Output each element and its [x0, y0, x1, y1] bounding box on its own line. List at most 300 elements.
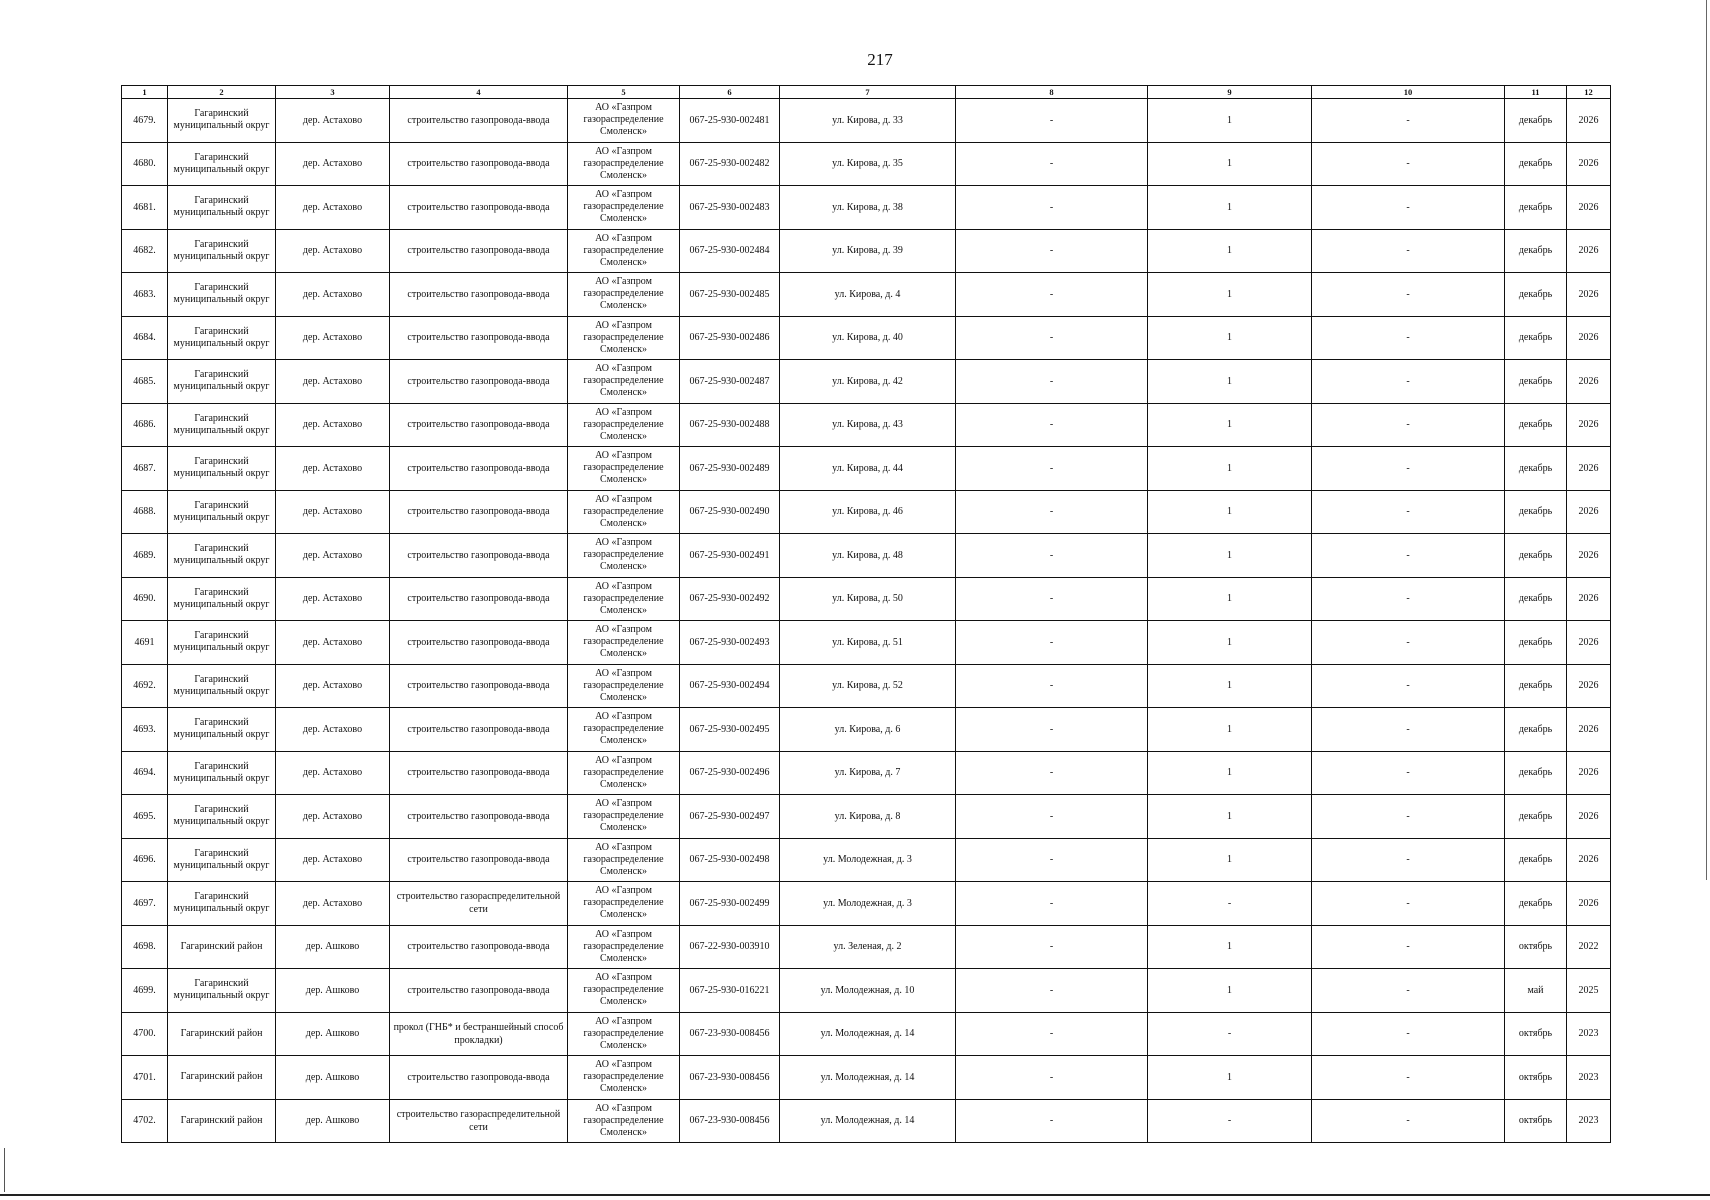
column-9-cell: 1: [1148, 447, 1312, 491]
settlement-cell: дер. Астахово: [276, 882, 390, 926]
table-row: [122, 795, 1611, 839]
column-8-cell: -: [956, 925, 1148, 969]
owner-cell: АО «Газпром газораспределение Смоленск»: [568, 577, 680, 621]
column-9-cell: 1: [1148, 534, 1312, 578]
column-8-cell: -: [956, 708, 1148, 752]
district-cell: Гагаринский муниципальный округ: [168, 751, 276, 795]
address-cell: ул. Кирова, д. 4: [780, 273, 956, 317]
year-cell: 2026: [1567, 99, 1611, 143]
district-cell: Гагаринский район: [168, 1012, 276, 1056]
owner-cell: АО «Газпром газораспределение Смоленск»: [568, 186, 680, 230]
owner-cell: АО «Газпром газораспределение Смоленск»: [568, 1099, 680, 1143]
owner-cell: АО «Газпром газораспределение Смоленск»: [568, 838, 680, 882]
address-cell: ул. Кирова, д. 33: [780, 99, 956, 143]
table-row: [122, 490, 1611, 534]
column-10-cell: -: [1312, 403, 1505, 447]
owner-cell: АО «Газпром газораспределение Смоленск»: [568, 447, 680, 491]
work-type-cell: строительство газопровода-ввода: [390, 708, 568, 752]
settlement-cell: дер. Астахово: [276, 273, 390, 317]
registry-code-cell: 067-25-930-002489: [680, 447, 780, 491]
address-cell: ул. Кирова, д. 48: [780, 534, 956, 578]
month-cell: октябрь: [1505, 1012, 1567, 1056]
bottom-rule: [0, 1194, 1710, 1196]
row-number: 4696.: [122, 838, 168, 882]
address-cell: ул. Кирова, д. 46: [780, 490, 956, 534]
settlement-cell: дер. Астахово: [276, 490, 390, 534]
column-9-cell: 1: [1148, 316, 1312, 360]
column-9-cell: 1: [1148, 969, 1312, 1013]
table-row: [122, 186, 1611, 230]
work-type-cell: строительство газопровода-ввода: [390, 403, 568, 447]
address-cell: ул. Кирова, д. 38: [780, 186, 956, 230]
column-10-cell: -: [1312, 1012, 1505, 1056]
column-number-8: 8: [956, 86, 1148, 99]
year-cell: 2026: [1567, 621, 1611, 665]
column-9-cell: -: [1148, 1099, 1312, 1143]
settlement-cell: дер. Астахово: [276, 186, 390, 230]
address-cell: ул. Кирова, д. 7: [780, 751, 956, 795]
table-row: [122, 838, 1611, 882]
month-cell: декабрь: [1505, 403, 1567, 447]
column-number-11: 11: [1505, 86, 1567, 99]
month-cell: май: [1505, 969, 1567, 1013]
row-number: 4687.: [122, 447, 168, 491]
district-cell: Гагаринский муниципальный округ: [168, 708, 276, 752]
address-cell: ул. Кирова, д. 51: [780, 621, 956, 665]
owner-cell: АО «Газпром газораспределение Смоленск»: [568, 490, 680, 534]
work-type-cell: строительство газопровода-ввода: [390, 621, 568, 665]
table-row: [122, 447, 1611, 491]
column-10-cell: -: [1312, 751, 1505, 795]
registry-code-cell: 067-25-930-002488: [680, 403, 780, 447]
year-cell: 2023: [1567, 1099, 1611, 1143]
address-cell: ул. Кирова, д. 44: [780, 447, 956, 491]
row-number: 4680.: [122, 142, 168, 186]
address-cell: ул. Кирова, д. 50: [780, 577, 956, 621]
row-number: 4695.: [122, 795, 168, 839]
work-type-cell: строительство газопровода-ввода: [390, 490, 568, 534]
year-cell: 2026: [1567, 751, 1611, 795]
registry-code-cell: 067-25-930-002485: [680, 273, 780, 317]
settlement-cell: дер. Астахово: [276, 751, 390, 795]
column-9-cell: 1: [1148, 708, 1312, 752]
registry-code-cell: 067-25-930-002487: [680, 360, 780, 404]
column-8-cell: -: [956, 186, 1148, 230]
registry-code-cell: 067-25-930-002493: [680, 621, 780, 665]
settlement-cell: дер. Астахово: [276, 577, 390, 621]
work-type-cell: строительство газопровода-ввода: [390, 273, 568, 317]
month-cell: декабрь: [1505, 577, 1567, 621]
column-9-cell: 1: [1148, 403, 1312, 447]
column-8-cell: -: [956, 490, 1148, 534]
column-8-cell: -: [956, 534, 1148, 578]
settlement-cell: дер. Астахово: [276, 621, 390, 665]
month-cell: декабрь: [1505, 534, 1567, 578]
row-number: 4679.: [122, 99, 168, 143]
year-cell: 2023: [1567, 1012, 1611, 1056]
column-9-cell: 1: [1148, 186, 1312, 230]
registry-code-cell: 067-25-930-002491: [680, 534, 780, 578]
month-cell: декабрь: [1505, 708, 1567, 752]
settlement-cell: дер. Ашково: [276, 1012, 390, 1056]
column-9-cell: 1: [1148, 360, 1312, 404]
column-8-cell: -: [956, 360, 1148, 404]
work-type-cell: строительство газопровода-ввода: [390, 229, 568, 273]
work-type-cell: прокол (ГНБ* и бестраншейный способ прокладки): [390, 1012, 568, 1056]
month-cell: декабрь: [1505, 316, 1567, 360]
column-10-cell: -: [1312, 316, 1505, 360]
registry-code-cell: 067-23-930-008456: [680, 1056, 780, 1100]
column-8-cell: -: [956, 838, 1148, 882]
registry-code-cell: 067-25-930-002490: [680, 490, 780, 534]
district-cell: Гагаринский муниципальный округ: [168, 664, 276, 708]
column-10-cell: -: [1312, 577, 1505, 621]
month-cell: декабрь: [1505, 360, 1567, 404]
settlement-cell: дер. Астахово: [276, 447, 390, 491]
owner-cell: АО «Газпром газораспределение Смоленск»: [568, 708, 680, 752]
table-row: [122, 882, 1611, 926]
district-cell: Гагаринский муниципальный округ: [168, 360, 276, 404]
owner-cell: АО «Газпром газораспределение Смоленск»: [568, 360, 680, 404]
work-type-cell: строительство газопровода-ввода: [390, 969, 568, 1013]
column-9-cell: 1: [1148, 229, 1312, 273]
registry-code-cell: 067-25-930-002492: [680, 577, 780, 621]
owner-cell: АО «Газпром газораспределение Смоленск»: [568, 751, 680, 795]
owner-cell: АО «Газпром газораспределение Смоленск»: [568, 534, 680, 578]
work-type-cell: строительство газопровода-ввода: [390, 795, 568, 839]
owner-cell: АО «Газпром газораспределение Смоленск»: [568, 142, 680, 186]
address-cell: ул. Кирова, д. 40: [780, 316, 956, 360]
month-cell: декабрь: [1505, 795, 1567, 839]
district-cell: Гагаринский муниципальный округ: [168, 795, 276, 839]
month-cell: декабрь: [1505, 142, 1567, 186]
year-cell: 2026: [1567, 708, 1611, 752]
work-type-cell: строительство газопровода-ввода: [390, 360, 568, 404]
column-8-cell: -: [956, 621, 1148, 665]
district-cell: Гагаринский район: [168, 1056, 276, 1100]
row-number: 4681.: [122, 186, 168, 230]
column-9-cell: 1: [1148, 490, 1312, 534]
column-10-cell: -: [1312, 882, 1505, 926]
registry-code-cell: 067-25-930-002498: [680, 838, 780, 882]
month-cell: декабрь: [1505, 186, 1567, 230]
column-9-cell: 1: [1148, 751, 1312, 795]
address-cell: ул. Кирова, д. 52: [780, 664, 956, 708]
district-cell: Гагаринский муниципальный округ: [168, 534, 276, 578]
column-9-cell: 1: [1148, 1056, 1312, 1100]
column-10-cell: -: [1312, 621, 1505, 665]
row-number: 4701.: [122, 1056, 168, 1100]
row-number: 4692.: [122, 664, 168, 708]
owner-cell: АО «Газпром газораспределение Смоленск»: [568, 316, 680, 360]
district-cell: Гагаринский муниципальный округ: [168, 577, 276, 621]
row-number: 4693.: [122, 708, 168, 752]
column-10-cell: -: [1312, 795, 1505, 839]
column-10-cell: -: [1312, 490, 1505, 534]
owner-cell: АО «Газпром газораспределение Смоленск»: [568, 882, 680, 926]
year-cell: 2026: [1567, 795, 1611, 839]
year-cell: 2025: [1567, 969, 1611, 1013]
district-cell: Гагаринский муниципальный округ: [168, 838, 276, 882]
year-cell: 2026: [1567, 186, 1611, 230]
district-cell: Гагаринский муниципальный округ: [168, 490, 276, 534]
year-cell: 2026: [1567, 273, 1611, 317]
column-number-12: 12: [1567, 86, 1611, 99]
column-10-cell: -: [1312, 99, 1505, 143]
table-row: [122, 403, 1611, 447]
row-number: 4700.: [122, 1012, 168, 1056]
column-8-cell: -: [956, 273, 1148, 317]
column-8-cell: -: [956, 751, 1148, 795]
district-cell: Гагаринский муниципальный округ: [168, 273, 276, 317]
column-number-9: 9: [1148, 86, 1312, 99]
register-table: [121, 85, 1611, 1143]
district-cell: Гагаринский муниципальный округ: [168, 621, 276, 665]
row-number: 4683.: [122, 273, 168, 317]
table-row: [122, 577, 1611, 621]
column-8-cell: -: [956, 1099, 1148, 1143]
table-row: [122, 229, 1611, 273]
address-cell: ул. Молодежная, д. 14: [780, 1099, 956, 1143]
settlement-cell: дер. Астахово: [276, 708, 390, 752]
year-cell: 2023: [1567, 1056, 1611, 1100]
settlement-cell: дер. Астахово: [276, 838, 390, 882]
work-type-cell: строительство газопровода-ввода: [390, 316, 568, 360]
district-cell: Гагаринский муниципальный округ: [168, 882, 276, 926]
month-cell: октябрь: [1505, 1099, 1567, 1143]
column-9-cell: 1: [1148, 273, 1312, 317]
work-type-cell: строительство газораспределительной сети: [390, 1099, 568, 1143]
column-9-cell: 1: [1148, 838, 1312, 882]
address-cell: ул. Молодежная, д. 3: [780, 838, 956, 882]
column-9-cell: 1: [1148, 142, 1312, 186]
district-cell: Гагаринский муниципальный округ: [168, 969, 276, 1013]
table-row: [122, 621, 1611, 665]
column-number-7: 7: [780, 86, 956, 99]
column-9-cell: 1: [1148, 621, 1312, 665]
column-9-cell: 1: [1148, 795, 1312, 839]
table-row: [122, 99, 1611, 143]
settlement-cell: дер. Астахово: [276, 99, 390, 143]
year-cell: 2026: [1567, 664, 1611, 708]
address-cell: ул. Молодежная, д. 14: [780, 1056, 956, 1100]
owner-cell: АО «Газпром газораспределение Смоленск»: [568, 99, 680, 143]
row-number: 4684.: [122, 316, 168, 360]
column-number-1: 1: [122, 86, 168, 99]
column-number-6: 6: [680, 86, 780, 99]
settlement-cell: дер. Ашково: [276, 925, 390, 969]
table-row: [122, 925, 1611, 969]
registry-code-cell: 067-25-930-002483: [680, 186, 780, 230]
column-9-cell: 1: [1148, 925, 1312, 969]
month-cell: декабрь: [1505, 273, 1567, 317]
table-row: [122, 664, 1611, 708]
column-9-cell: 1: [1148, 577, 1312, 621]
table-row: [122, 316, 1611, 360]
registry-code-cell: 067-25-930-002497: [680, 795, 780, 839]
row-number: 4694.: [122, 751, 168, 795]
row-number: 4685.: [122, 360, 168, 404]
district-cell: Гагаринский район: [168, 1099, 276, 1143]
owner-cell: АО «Газпром газораспределение Смоленск»: [568, 229, 680, 273]
month-cell: декабрь: [1505, 447, 1567, 491]
address-cell: ул. Молодежная, д. 14: [780, 1012, 956, 1056]
work-type-cell: строительство газопровода-ввода: [390, 925, 568, 969]
owner-cell: АО «Газпром газораспределение Смоленск»: [568, 403, 680, 447]
column-number-4: 4: [390, 86, 568, 99]
year-cell: 2026: [1567, 490, 1611, 534]
owner-cell: АО «Газпром газораспределение Смоленск»: [568, 969, 680, 1013]
column-8-cell: -: [956, 577, 1148, 621]
month-cell: декабрь: [1505, 99, 1567, 143]
month-cell: декабрь: [1505, 882, 1567, 926]
row-number: 4691: [122, 621, 168, 665]
scan-edge-line: [1706, 0, 1707, 880]
address-cell: ул. Кирова, д. 39: [780, 229, 956, 273]
district-cell: Гагаринский муниципальный округ: [168, 186, 276, 230]
work-type-cell: строительство газопровода-ввода: [390, 577, 568, 621]
month-cell: декабрь: [1505, 229, 1567, 273]
row-number: 4702.: [122, 1099, 168, 1143]
column-9-cell: -: [1148, 1012, 1312, 1056]
row-number: 4699.: [122, 969, 168, 1013]
column-8-cell: -: [956, 1012, 1148, 1056]
table-row: [122, 1099, 1611, 1143]
column-10-cell: -: [1312, 838, 1505, 882]
district-cell: Гагаринский муниципальный округ: [168, 99, 276, 143]
column-10-cell: -: [1312, 273, 1505, 317]
settlement-cell: дер. Ашково: [276, 1099, 390, 1143]
registry-code-cell: 067-22-930-003910: [680, 925, 780, 969]
owner-cell: АО «Газпром газораспределение Смоленск»: [568, 621, 680, 665]
year-cell: 2026: [1567, 447, 1611, 491]
address-cell: ул. Кирова, д. 8: [780, 795, 956, 839]
registry-code-cell: 067-25-930-002499: [680, 882, 780, 926]
column-number-5: 5: [568, 86, 680, 99]
district-cell: Гагаринский муниципальный округ: [168, 447, 276, 491]
registry-code-cell: 067-25-930-002496: [680, 751, 780, 795]
work-type-cell: строительство газопровода-ввода: [390, 664, 568, 708]
month-cell: декабрь: [1505, 838, 1567, 882]
column-number-10: 10: [1312, 86, 1505, 99]
owner-cell: АО «Газпром газораспределение Смоленск»: [568, 1056, 680, 1100]
settlement-cell: дер. Астахово: [276, 316, 390, 360]
year-cell: 2026: [1567, 882, 1611, 926]
address-cell: ул. Молодежная, д. 10: [780, 969, 956, 1013]
address-cell: ул. Кирова, д. 6: [780, 708, 956, 752]
month-cell: октябрь: [1505, 925, 1567, 969]
column-8-cell: -: [956, 664, 1148, 708]
column-9-cell: 1: [1148, 99, 1312, 143]
column-10-cell: -: [1312, 708, 1505, 752]
address-cell: ул. Кирова, д. 35: [780, 142, 956, 186]
column-8-cell: -: [956, 316, 1148, 360]
year-cell: 2026: [1567, 316, 1611, 360]
work-type-cell: строительство газопровода-ввода: [390, 447, 568, 491]
year-cell: 2026: [1567, 229, 1611, 273]
column-9-cell: 1: [1148, 664, 1312, 708]
district-cell: Гагаринский муниципальный округ: [168, 229, 276, 273]
owner-cell: АО «Газпром газораспределение Смоленск»: [568, 795, 680, 839]
column-10-cell: -: [1312, 534, 1505, 578]
settlement-cell: дер. Астахово: [276, 534, 390, 578]
settlement-cell: дер. Астахово: [276, 360, 390, 404]
registry-code-cell: 067-25-930-002495: [680, 708, 780, 752]
year-cell: 2026: [1567, 577, 1611, 621]
column-8-cell: -: [956, 447, 1148, 491]
column-10-cell: -: [1312, 142, 1505, 186]
table-row: [122, 969, 1611, 1013]
registry-code-cell: 067-25-930-002494: [680, 664, 780, 708]
column-10-cell: -: [1312, 925, 1505, 969]
row-number: 4688.: [122, 490, 168, 534]
district-cell: Гагаринский муниципальный округ: [168, 403, 276, 447]
settlement-cell: дер. Астахово: [276, 142, 390, 186]
settlement-cell: дер. Астахово: [276, 664, 390, 708]
address-cell: ул. Кирова, д. 42: [780, 360, 956, 404]
settlement-cell: дер. Ашково: [276, 969, 390, 1013]
table-row: [122, 534, 1611, 578]
work-type-cell: строительство газопровода-ввода: [390, 751, 568, 795]
work-type-cell: строительство газораспределительной сети: [390, 882, 568, 926]
column-8-cell: -: [956, 229, 1148, 273]
month-cell: декабрь: [1505, 751, 1567, 795]
row-number: 4690.: [122, 577, 168, 621]
month-cell: октябрь: [1505, 1056, 1567, 1100]
month-cell: декабрь: [1505, 621, 1567, 665]
column-8-cell: -: [956, 142, 1148, 186]
column-8-cell: -: [956, 795, 1148, 839]
year-cell: 2026: [1567, 360, 1611, 404]
column-8-cell: -: [956, 882, 1148, 926]
settlement-cell: дер. Астахово: [276, 403, 390, 447]
column-10-cell: -: [1312, 229, 1505, 273]
registry-code-cell: 067-25-930-016221: [680, 969, 780, 1013]
work-type-cell: строительство газопровода-ввода: [390, 1056, 568, 1100]
address-cell: ул. Молодежная, д. 3: [780, 882, 956, 926]
year-cell: 2026: [1567, 534, 1611, 578]
column-number-2: 2: [168, 86, 276, 99]
address-cell: ул. Зеленая, д. 2: [780, 925, 956, 969]
work-type-cell: строительство газопровода-ввода: [390, 142, 568, 186]
column-10-cell: -: [1312, 969, 1505, 1013]
column-10-cell: -: [1312, 1056, 1505, 1100]
column-number-3: 3: [276, 86, 390, 99]
column-number-row: [122, 86, 1611, 99]
row-number: 4689.: [122, 534, 168, 578]
district-cell: Гагаринский муниципальный округ: [168, 142, 276, 186]
work-type-cell: строительство газопровода-ввода: [390, 534, 568, 578]
column-9-cell: -: [1148, 882, 1312, 926]
settlement-cell: дер. Астахово: [276, 229, 390, 273]
month-cell: декабрь: [1505, 664, 1567, 708]
margin-mark: [4, 1148, 5, 1192]
registry-code-cell: 067-25-930-002486: [680, 316, 780, 360]
work-type-cell: строительство газопровода-ввода: [390, 838, 568, 882]
work-type-cell: строительство газопровода-ввода: [390, 99, 568, 143]
registry-code-cell: 067-25-930-002484: [680, 229, 780, 273]
row-number: 4697.: [122, 882, 168, 926]
page-number: 217: [867, 50, 893, 69]
row-number: 4686.: [122, 403, 168, 447]
column-10-cell: -: [1312, 186, 1505, 230]
year-cell: 2026: [1567, 838, 1611, 882]
owner-cell: АО «Газпром газораспределение Смоленск»: [568, 925, 680, 969]
owner-cell: АО «Газпром газораспределение Смоленск»: [568, 273, 680, 317]
table-row: [122, 273, 1611, 317]
table-row: [122, 1056, 1611, 1100]
column-10-cell: -: [1312, 1099, 1505, 1143]
